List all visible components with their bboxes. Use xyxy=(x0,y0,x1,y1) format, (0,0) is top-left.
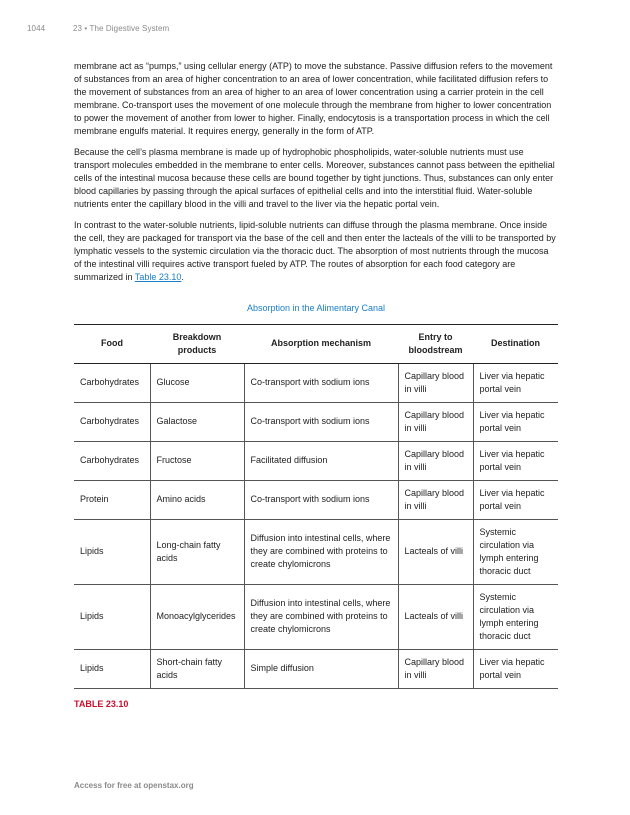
table-cell: Short-chain fatty acids xyxy=(150,649,244,688)
table-cell: Capillary blood in villi xyxy=(398,441,473,480)
table-cell: Carbohydrates xyxy=(74,441,150,480)
paragraph-1: membrane act as “pumps,” using cellular energy (ATP) to move the substance. Passive diffusion refers to the movement of substances from an area of higher concentration to an area of lower concentration, while facilitated diffusion refers to the movement of substances from an area of higher to an area of lower concentration using a carrier protein in the cell membrane. Co-transport uses the movement of one molecule through the membrane from higher to lower concentration to power the movement of another from lower to higher. Finally, endocytosis is a transportation process in which the cell membrane engulfs material. It requires energy, generally in the form of ATP. xyxy=(74,61,553,137)
table-cell: Long-chain fatty acids xyxy=(150,519,244,584)
table-cell: Liver via hepatic portal vein xyxy=(473,402,558,441)
table-header-row xyxy=(74,324,558,363)
table-row xyxy=(74,649,558,688)
table-row xyxy=(74,363,558,402)
table-cell: Capillary blood in villi xyxy=(398,480,473,519)
table-cell: Systemic circulation via lymph entering thoracic duct xyxy=(473,584,558,649)
footer-text: Access for free at openstax.org xyxy=(74,781,194,790)
page-number: 1044 xyxy=(27,24,46,33)
table-row xyxy=(74,480,558,519)
column-header: Absorption mechanism xyxy=(244,324,398,363)
table-cell: Glucose xyxy=(150,363,244,402)
table-cell: Co-transport with sodium ions xyxy=(244,402,398,441)
table-cell: Liver via hepatic portal vein xyxy=(473,441,558,480)
table-label: TABLE 23.10 xyxy=(74,698,129,709)
table-cell: Simple diffusion xyxy=(244,649,398,688)
table-cell: Liver via hepatic portal vein xyxy=(473,649,558,688)
column-header: Entry to bloodstream xyxy=(398,324,473,363)
absorption-table xyxy=(74,324,558,689)
table-cell: Systemic circulation via lymph entering thoracic duct xyxy=(473,519,558,584)
paragraph-3-end: . xyxy=(181,272,184,283)
table-cell: Capillary blood in villi xyxy=(398,402,473,441)
table-cell: Diffusion into intestinal cells, where they are combined with proteins to create chylomicrons xyxy=(244,584,398,649)
table-row xyxy=(74,402,558,441)
table-row xyxy=(74,519,558,584)
table-cell: Co-transport with sodium ions xyxy=(244,363,398,402)
table-cell: Liver via hepatic portal vein xyxy=(473,480,558,519)
column-header: Food xyxy=(74,324,150,363)
table-cell: Fructose xyxy=(150,441,244,480)
table-cell: Lipids xyxy=(74,584,150,649)
table-cell: Capillary blood in villi xyxy=(398,363,473,402)
table-cell: Capillary blood in villi xyxy=(398,649,473,688)
table-cell: Co-transport with sodium ions xyxy=(244,480,398,519)
running-header xyxy=(27,24,169,33)
paragraph-2: Because the cell’s plasma membrane is made up of hydrophobic phospholipids, water-soluble nutrients must use transport molecules embedded in the membrane to enter cells. Moreover, substances cannot pass between the epithelial cells of the intestinal mucosa because these cells are bound together by tight junctions. Thus, substances can only enter blood capillaries by passing through the apical surfaces of epithelial cells and into the interstitial fluid. Water-soluble nutrients enter the capillary blood in the villi and travel to the liver via the hepatic portal vein. xyxy=(74,147,555,210)
table-cell: Galactose xyxy=(150,402,244,441)
table-cell: Protein xyxy=(74,480,150,519)
column-header: Breakdown products xyxy=(150,324,244,363)
page-body xyxy=(74,60,558,709)
chapter-title: 23 • The Digestive System xyxy=(73,24,170,33)
table-cell: Lacteals of villi xyxy=(398,584,473,649)
table-cell: Facilitated diffusion xyxy=(244,441,398,480)
table-link[interactable]: Table 23.10 xyxy=(134,272,182,283)
table-cell: Lipids xyxy=(74,519,150,584)
table-cell: Lacteals of villi xyxy=(398,519,473,584)
table-cell: Amino acids xyxy=(150,480,244,519)
table-cell: Lipids xyxy=(74,649,150,688)
table-row xyxy=(74,441,558,480)
table-caption: Absorption in the Alimentary Canal xyxy=(246,302,386,313)
paragraph-3-text: In contrast to the water-soluble nutrients, lipid-soluble nutrients can diffuse through the plasma membrane. Once inside the cell, they are packaged for transport via the base of the cell and then enter the lacteals of the villi to be transported by lymphatic vessels to the systemic circulation via the thoracic duct. The absorption of most nutrients through the mucosa of the intestinal villi requires active transport fueled by ATP. The routes of absorption for each food category are summarized in xyxy=(74,220,556,283)
table-cell: Diffusion into intestinal cells, where they are combined with proteins to create chylomicrons xyxy=(244,519,398,584)
table-cell: Carbohydrates xyxy=(74,402,150,441)
table-cell: Liver via hepatic portal vein xyxy=(473,363,558,402)
table-row xyxy=(74,584,558,649)
column-header: Destination xyxy=(473,324,558,363)
table-cell: Monoacylglycerides xyxy=(150,584,244,649)
table-cell: Carbohydrates xyxy=(74,363,150,402)
paragraph-3 xyxy=(74,219,558,284)
